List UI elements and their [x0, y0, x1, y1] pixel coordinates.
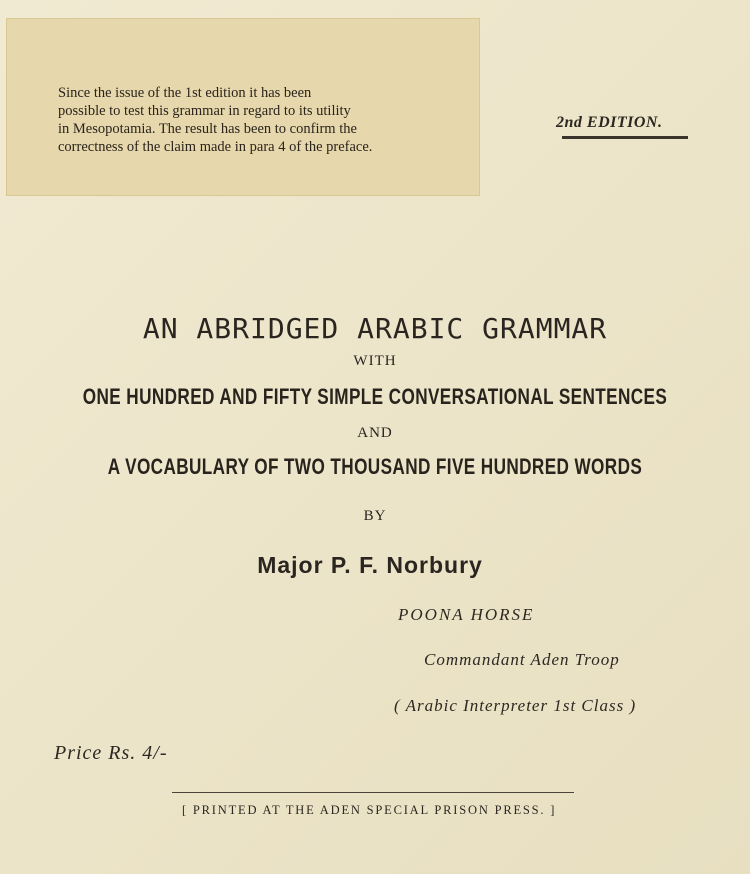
main-title: AN ABRIDGED ARABIC GRAMMAR [142, 312, 608, 345]
subtitle-sentences: ONE HUNDRED AND FIFTY SIMPLE CONVERSATIONAL SENTENCES [82, 384, 668, 409]
note-line: possible to test this grammar in regard to its utility [58, 103, 351, 119]
printer-imprint: [ PRINTED AT THE ADEN SPECIAL PRISON PRESS. ] [182, 803, 557, 817]
byline-by: BY [363, 508, 387, 524]
edition-underline [562, 136, 688, 139]
edition-label: 2nd EDITION. [556, 114, 663, 131]
author-post: Commandant Aden Troop [424, 650, 620, 669]
note-line: Since the issue of the 1st edition it has been [58, 85, 312, 101]
edition-note [58, 84, 468, 156]
author-regiment: POONA HORSE [398, 605, 535, 624]
subtitle-vocabulary: A VOCABULARY OF TWO THOUSAND FIVE HUNDRED WORDS [107, 454, 643, 479]
title-connector-and: AND [357, 425, 393, 441]
author-name: Major P. F. Norbury [257, 552, 483, 578]
author-qualification: ( Arabic Interpreter 1st Class ) [394, 696, 637, 715]
note-line: in Mesopotamia. The result has been to confirm the [58, 121, 357, 137]
pasted-note-slip [6, 18, 480, 196]
note-line: correctness of the claim made in para 4 of the preface. [58, 139, 373, 155]
footer-divider [172, 792, 574, 793]
title-connector-with: WITH [353, 353, 397, 369]
price-label: Price Rs. 4/- [54, 742, 168, 764]
